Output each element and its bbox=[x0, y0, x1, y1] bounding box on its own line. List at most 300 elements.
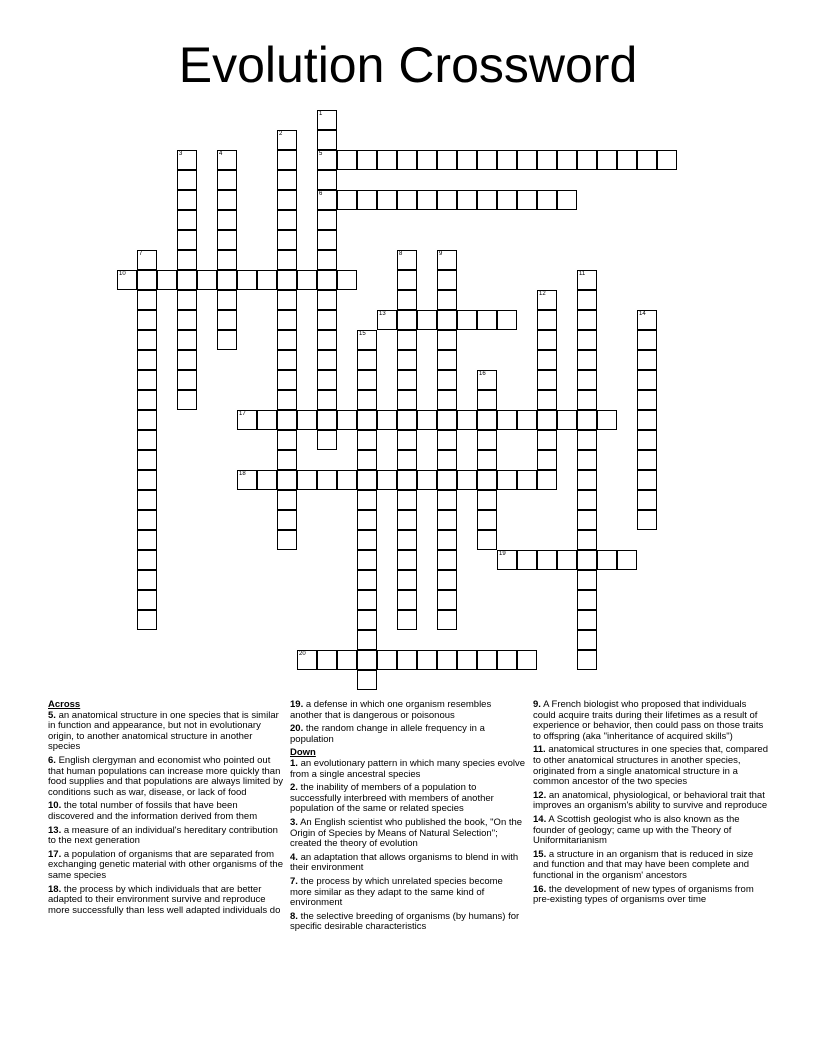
grid-cell[interactable] bbox=[537, 150, 557, 170]
grid-cell[interactable] bbox=[357, 350, 377, 370]
grid-cell[interactable] bbox=[437, 450, 457, 470]
grid-cell[interactable] bbox=[457, 190, 477, 210]
clue-down-11: 11. anatomical structures in one species that, compared to other anatomical structures in another species, originated from a single anatomical structure in a common ancestor of the two species bbox=[533, 744, 768, 788]
grid-cell[interactable] bbox=[297, 410, 317, 430]
grid-cell[interactable] bbox=[317, 350, 337, 370]
grid-cell[interactable] bbox=[637, 490, 657, 510]
grid-cell[interactable] bbox=[177, 330, 197, 350]
grid-cell[interactable] bbox=[357, 410, 377, 430]
grid-cell[interactable] bbox=[457, 650, 477, 670]
grid-cell[interactable] bbox=[497, 470, 517, 490]
grid-cell[interactable] bbox=[397, 550, 417, 570]
clue-down-14: 14. A Scottish geologist who is also known as the founder of geology; came up with the Theory of Uniformitarianism bbox=[533, 813, 740, 847]
grid-cell[interactable] bbox=[317, 150, 337, 170]
grid-cell[interactable] bbox=[637, 390, 657, 410]
grid-cell[interactable] bbox=[517, 550, 537, 570]
grid-cell[interactable] bbox=[377, 470, 397, 490]
grid-cell[interactable] bbox=[397, 650, 417, 670]
grid-cell[interactable] bbox=[357, 510, 377, 530]
grid-cell[interactable] bbox=[437, 430, 457, 450]
grid-cell[interactable] bbox=[317, 370, 337, 390]
grid-cell[interactable] bbox=[357, 650, 377, 670]
grid-cell-number: 5 bbox=[319, 151, 323, 157]
clues-column-2 bbox=[290, 700, 526, 936]
grid-cell[interactable] bbox=[397, 530, 417, 550]
grid-cell[interactable] bbox=[597, 550, 617, 570]
grid-cell[interactable] bbox=[297, 650, 317, 670]
grid-cell[interactable] bbox=[337, 410, 357, 430]
grid-cell[interactable] bbox=[277, 410, 297, 430]
grid-cell[interactable] bbox=[337, 470, 357, 490]
grid-cell[interactable] bbox=[277, 430, 297, 450]
across-heading: Across bbox=[48, 699, 81, 710]
grid-cell[interactable] bbox=[397, 250, 417, 270]
grid-cell[interactable] bbox=[217, 250, 237, 270]
grid-cell[interactable] bbox=[537, 190, 557, 210]
grid-cell[interactable] bbox=[137, 450, 157, 470]
grid-cell[interactable] bbox=[357, 490, 377, 510]
grid-cell[interactable] bbox=[617, 150, 637, 170]
grid-cell[interactable] bbox=[597, 410, 617, 430]
grid-cell[interactable] bbox=[477, 370, 497, 390]
grid-cell[interactable] bbox=[497, 410, 517, 430]
grid-cell[interactable] bbox=[277, 290, 297, 310]
grid-cell[interactable] bbox=[277, 130, 297, 150]
grid-cell[interactable] bbox=[437, 270, 457, 290]
grid-cell[interactable] bbox=[277, 270, 297, 290]
grid-cell[interactable] bbox=[577, 290, 597, 310]
grid-cell[interactable] bbox=[317, 130, 337, 150]
grid-cell[interactable] bbox=[437, 490, 457, 510]
grid-cell[interactable] bbox=[317, 470, 337, 490]
grid-cell[interactable] bbox=[137, 550, 157, 570]
grid-cell[interactable] bbox=[357, 150, 377, 170]
grid-cell[interactable] bbox=[137, 530, 157, 550]
grid-cell[interactable] bbox=[577, 370, 597, 390]
grid-cell[interactable] bbox=[397, 430, 417, 450]
grid-cell[interactable] bbox=[397, 390, 417, 410]
grid-cell[interactable] bbox=[317, 110, 337, 130]
grid-cell[interactable] bbox=[317, 210, 337, 230]
grid-cell[interactable] bbox=[637, 470, 657, 490]
grid-cell[interactable] bbox=[557, 190, 577, 210]
grid-cell[interactable] bbox=[577, 490, 597, 510]
grid-cell[interactable] bbox=[217, 330, 237, 350]
grid-cell[interactable] bbox=[557, 410, 577, 430]
grid-cell[interactable] bbox=[577, 470, 597, 490]
grid-cell[interactable] bbox=[397, 290, 417, 310]
grid-cell[interactable] bbox=[577, 630, 597, 650]
grid-cell[interactable] bbox=[497, 150, 517, 170]
clue-across-18: 18. the process by which individuals that are better adapted to their environment survive and reproduce more successfully than less well adapted individuals do bbox=[48, 883, 281, 916]
clue-across-6: 6. English clergyman and economist who pointed out that human populations can increase more quickly than food supplies and that populations are always limited by conditions such as war, disease, or lack of food bbox=[48, 754, 284, 798]
grid-cell[interactable] bbox=[637, 350, 657, 370]
grid-cell-number: 8 bbox=[399, 251, 403, 257]
grid-cell[interactable] bbox=[377, 310, 397, 330]
down-heading: Down bbox=[290, 747, 316, 759]
grid-cell[interactable] bbox=[397, 570, 417, 590]
grid-cell[interactable] bbox=[477, 650, 497, 670]
grid-cell[interactable] bbox=[137, 590, 157, 610]
grid-cell[interactable] bbox=[177, 150, 197, 170]
grid-cell[interactable] bbox=[277, 310, 297, 330]
grid-cell[interactable] bbox=[437, 310, 457, 330]
grid-cell[interactable] bbox=[477, 150, 497, 170]
grid-cell[interactable] bbox=[317, 310, 337, 330]
grid-cell[interactable] bbox=[517, 150, 537, 170]
grid-cell[interactable] bbox=[357, 550, 377, 570]
grid-cell-number: 19 bbox=[499, 551, 506, 557]
grid-cell[interactable] bbox=[577, 330, 597, 350]
grid-cell[interactable] bbox=[537, 550, 557, 570]
grid-cell[interactable] bbox=[137, 390, 157, 410]
grid-cell[interactable] bbox=[277, 230, 297, 250]
grid-cell[interactable] bbox=[397, 450, 417, 470]
grid-cell[interactable] bbox=[277, 150, 297, 170]
grid-cell[interactable] bbox=[297, 270, 317, 290]
grid-cell[interactable] bbox=[277, 530, 297, 550]
clue-down-9: 9. A French biologist who proposed that individuals could acquire traits during their lifetimes as a result of experience or behavior, then could pass on those traits to offspring (aka "inheritance of acquired skills") bbox=[533, 699, 764, 742]
grid-cell[interactable] bbox=[357, 390, 377, 410]
grid-cell[interactable] bbox=[317, 410, 337, 430]
grid-cell[interactable] bbox=[277, 330, 297, 350]
grid-cell[interactable] bbox=[137, 410, 157, 430]
grid-cell[interactable] bbox=[537, 470, 557, 490]
grid-cell[interactable] bbox=[437, 510, 457, 530]
grid-cell[interactable] bbox=[137, 510, 157, 530]
grid-cell[interactable] bbox=[157, 270, 177, 290]
grid-cell-number: 4 bbox=[219, 151, 223, 157]
grid-cell[interactable] bbox=[117, 270, 137, 290]
grid-cell-number: 2 bbox=[279, 131, 283, 137]
clue-down-8: 8. the selective breeding of organisms (by humans) for specific desirable characteristics bbox=[290, 910, 520, 933]
grid-cell[interactable] bbox=[537, 390, 557, 410]
grid-cell[interactable] bbox=[437, 150, 457, 170]
grid-cell[interactable] bbox=[577, 310, 597, 330]
grid-cell[interactable] bbox=[277, 210, 297, 230]
clue-across-10: 10. the total number of fossils that have been discovered and the information derived from them bbox=[48, 800, 258, 822]
grid-cell[interactable] bbox=[577, 530, 597, 550]
grid-cell[interactable] bbox=[257, 270, 277, 290]
grid-cell[interactable] bbox=[577, 450, 597, 470]
grid-cell[interactable] bbox=[437, 370, 457, 390]
grid-cell[interactable] bbox=[577, 430, 597, 450]
grid-cell[interactable] bbox=[437, 410, 457, 430]
page-title: Evolution Crossword bbox=[178, 37, 638, 93]
grid-cell[interactable] bbox=[277, 510, 297, 530]
grid-cell[interactable] bbox=[217, 170, 237, 190]
grid-cell[interactable] bbox=[577, 390, 597, 410]
grid-cell[interactable] bbox=[417, 310, 437, 330]
grid-cell[interactable] bbox=[357, 530, 377, 550]
grid-cell[interactable] bbox=[217, 210, 237, 230]
grid-cell[interactable] bbox=[357, 630, 377, 650]
grid-cell[interactable] bbox=[477, 490, 497, 510]
grid-cell-number: 14 bbox=[639, 311, 646, 317]
grid-cell[interactable] bbox=[277, 390, 297, 410]
grid-cell[interactable] bbox=[577, 570, 597, 590]
grid-cell[interactable] bbox=[177, 250, 197, 270]
grid-cell[interactable] bbox=[237, 410, 257, 430]
grid-cell[interactable] bbox=[237, 270, 257, 290]
grid-cell[interactable] bbox=[437, 250, 457, 270]
grid-cell[interactable] bbox=[357, 590, 377, 610]
grid-cell[interactable] bbox=[277, 370, 297, 390]
grid-cell[interactable] bbox=[137, 490, 157, 510]
grid-cell[interactable] bbox=[237, 470, 257, 490]
grid-cell[interactable] bbox=[357, 670, 377, 690]
grid-cell[interactable] bbox=[217, 270, 237, 290]
grid-cell[interactable] bbox=[417, 150, 437, 170]
grid-cell[interactable] bbox=[497, 550, 517, 570]
grid-cell[interactable] bbox=[417, 650, 437, 670]
clue-across-20: 20. the random change in allele frequency in a population bbox=[290, 723, 485, 745]
grid-cell[interactable] bbox=[357, 450, 377, 470]
grid-cell[interactable] bbox=[437, 590, 457, 610]
grid-cell[interactable] bbox=[317, 230, 337, 250]
grid-cell[interactable] bbox=[517, 190, 537, 210]
grid-cell[interactable] bbox=[317, 330, 337, 350]
grid-cell[interactable] bbox=[317, 190, 337, 210]
grid-cell[interactable] bbox=[517, 410, 537, 430]
grid-cell[interactable] bbox=[537, 330, 557, 350]
clue-across-13: 13. a measure of an individual's hereditary contribution to the next generation bbox=[48, 824, 278, 847]
grid-cell[interactable] bbox=[557, 550, 577, 570]
grid-cell[interactable] bbox=[457, 410, 477, 430]
grid-cell[interactable] bbox=[637, 150, 657, 170]
grid-cell[interactable] bbox=[437, 470, 457, 490]
grid-cell[interactable] bbox=[437, 290, 457, 310]
grid-cell[interactable] bbox=[177, 290, 197, 310]
grid-cell[interactable] bbox=[177, 310, 197, 330]
grid-cell[interactable] bbox=[137, 370, 157, 390]
grid-cell[interactable] bbox=[457, 310, 477, 330]
grid-cell[interactable] bbox=[437, 190, 457, 210]
grid-cell[interactable] bbox=[217, 230, 237, 250]
grid-cell[interactable] bbox=[137, 470, 157, 490]
grid-cell[interactable] bbox=[377, 650, 397, 670]
grid-cell[interactable] bbox=[477, 430, 497, 450]
grid-cell[interactable] bbox=[377, 410, 397, 430]
grid-cell[interactable] bbox=[517, 650, 537, 670]
grid-cell[interactable] bbox=[357, 610, 377, 630]
grid-cell[interactable] bbox=[497, 650, 517, 670]
grid-cell[interactable] bbox=[217, 190, 237, 210]
grid-cell-number: 16 bbox=[479, 371, 486, 377]
grid-cell[interactable] bbox=[477, 530, 497, 550]
grid-cell[interactable] bbox=[257, 470, 277, 490]
grid-cell[interactable] bbox=[397, 350, 417, 370]
grid-cell[interactable] bbox=[357, 430, 377, 450]
grid-cell[interactable] bbox=[437, 570, 457, 590]
grid-cell[interactable] bbox=[317, 390, 337, 410]
grid-cell[interactable] bbox=[397, 330, 417, 350]
grid-cell[interactable] bbox=[577, 650, 597, 670]
grid-cell[interactable] bbox=[357, 190, 377, 210]
grid-cell[interactable] bbox=[137, 350, 157, 370]
grid-cell[interactable] bbox=[397, 610, 417, 630]
grid-cell[interactable] bbox=[277, 350, 297, 370]
grid-cell[interactable] bbox=[417, 190, 437, 210]
clue-across-19: 19. a defense in which one organism resembles another that is dangerous or poisonous bbox=[290, 699, 492, 721]
grid-cell[interactable] bbox=[437, 350, 457, 370]
grid-cell[interactable] bbox=[637, 510, 657, 530]
grid-cell[interactable] bbox=[317, 270, 337, 290]
grid-cell[interactable] bbox=[277, 250, 297, 270]
grid-cell[interactable] bbox=[637, 410, 657, 430]
grid-cell[interactable] bbox=[357, 570, 377, 590]
grid-cell[interactable] bbox=[197, 270, 217, 290]
grid-cell[interactable] bbox=[417, 470, 437, 490]
grid-cell[interactable] bbox=[637, 370, 657, 390]
grid-cell[interactable] bbox=[537, 310, 557, 330]
grid-cell[interactable] bbox=[397, 590, 417, 610]
grid-cell[interactable] bbox=[417, 410, 437, 430]
grid-cell[interactable] bbox=[377, 190, 397, 210]
grid-cell[interactable] bbox=[397, 150, 417, 170]
grid-cell[interactable] bbox=[577, 610, 597, 630]
grid-cell-number: 13 bbox=[379, 311, 386, 317]
grid-cell[interactable] bbox=[537, 410, 557, 430]
grid-cell[interactable] bbox=[317, 170, 337, 190]
grid-cell[interactable] bbox=[137, 250, 157, 270]
grid-cell[interactable] bbox=[637, 330, 657, 350]
grid-cell[interactable] bbox=[537, 430, 557, 450]
grid-cell[interactable] bbox=[357, 370, 377, 390]
grid-cell[interactable] bbox=[477, 190, 497, 210]
grid-cell[interactable] bbox=[177, 190, 197, 210]
grid-cell[interactable] bbox=[457, 470, 477, 490]
grid-cell-number: 1 bbox=[319, 111, 323, 117]
grid-cell[interactable] bbox=[637, 450, 657, 470]
grid-cell[interactable] bbox=[177, 170, 197, 190]
grid-cell[interactable] bbox=[377, 150, 397, 170]
grid-cell[interactable] bbox=[257, 410, 277, 430]
clue-across-5: 5. an anatomical structure in one species that is similar in function and appearance, but not in evolutionary origin, to another anatomical structure in another species bbox=[48, 709, 279, 753]
grid-cell[interactable] bbox=[397, 370, 417, 390]
grid-cell[interactable] bbox=[317, 430, 337, 450]
grid-cell[interactable] bbox=[317, 290, 337, 310]
grid-cell[interactable] bbox=[497, 310, 517, 330]
grid-cell[interactable] bbox=[577, 550, 597, 570]
grid-cell[interactable] bbox=[177, 270, 197, 290]
grid-cell[interactable] bbox=[397, 490, 417, 510]
grid-cell[interactable] bbox=[577, 270, 597, 290]
grid-cell[interactable] bbox=[397, 470, 417, 490]
grid-cell[interactable] bbox=[277, 450, 297, 470]
grid-cell[interactable] bbox=[357, 470, 377, 490]
clues-column-3 bbox=[533, 700, 769, 909]
grid-cell-number: 20 bbox=[299, 651, 306, 657]
grid-cell[interactable] bbox=[477, 410, 497, 430]
grid-cell[interactable] bbox=[457, 150, 477, 170]
grid-cell[interactable] bbox=[397, 510, 417, 530]
clues-column-1 bbox=[48, 700, 284, 919]
grid-cell[interactable] bbox=[437, 530, 457, 550]
grid-cell[interactable] bbox=[637, 310, 657, 330]
grid-cell[interactable] bbox=[557, 150, 577, 170]
grid-cell[interactable] bbox=[577, 410, 597, 430]
grid-cell[interactable] bbox=[277, 170, 297, 190]
grid-cell[interactable] bbox=[637, 430, 657, 450]
grid-cell[interactable] bbox=[537, 290, 557, 310]
clue-down-3: 3. An English scientist who published the book, "On the Origin of Species by Means of Natural Selection"; created the theory of evolution bbox=[290, 816, 523, 850]
grid-cell[interactable] bbox=[177, 210, 197, 230]
grid-cell[interactable] bbox=[137, 610, 157, 630]
grid-cell[interactable] bbox=[437, 330, 457, 350]
grid-cell[interactable] bbox=[577, 590, 597, 610]
grid-cell[interactable] bbox=[317, 250, 337, 270]
grid-cell[interactable] bbox=[477, 510, 497, 530]
grid-cell-number: 10 bbox=[119, 271, 126, 277]
grid-cell[interactable] bbox=[137, 270, 157, 290]
grid-cell[interactable] bbox=[337, 190, 357, 210]
grid-cell[interactable] bbox=[217, 150, 237, 170]
clue-down-16: 16. the development of new types of organisms from pre-existing types of organisms over time bbox=[533, 883, 754, 906]
grid-cell[interactable] bbox=[477, 450, 497, 470]
clue-down-15: 15. a structure in an organism that is reduced in size and function and that may have been complete and functional in the organism' ancestors bbox=[533, 848, 754, 881]
grid-cell[interactable] bbox=[277, 490, 297, 510]
grid-cell[interactable] bbox=[397, 270, 417, 290]
grid-cell[interactable] bbox=[657, 150, 677, 170]
grid-cell[interactable] bbox=[477, 310, 497, 330]
grid-cell[interactable] bbox=[137, 330, 157, 350]
grid-cell[interactable] bbox=[397, 410, 417, 430]
grid-cell[interactable] bbox=[337, 270, 357, 290]
grid-cell[interactable] bbox=[137, 290, 157, 310]
clue-down-4: 4. an adaptation that allows organisms to blend in with their environment bbox=[290, 851, 519, 874]
grid-cell[interactable] bbox=[177, 350, 197, 370]
grid-cell[interactable] bbox=[277, 190, 297, 210]
grid-cell[interactable] bbox=[337, 150, 357, 170]
grid-cell[interactable] bbox=[597, 150, 617, 170]
grid-cell[interactable] bbox=[137, 430, 157, 450]
grid-cell[interactable] bbox=[177, 390, 197, 410]
grid-cell[interactable] bbox=[497, 190, 517, 210]
grid-cell[interactable] bbox=[137, 310, 157, 330]
grid-cell[interactable] bbox=[437, 390, 457, 410]
grid-cell-number: 18 bbox=[239, 471, 246, 477]
grid-cell[interactable] bbox=[177, 370, 197, 390]
grid-cell[interactable] bbox=[137, 570, 157, 590]
grid-cell[interactable] bbox=[437, 550, 457, 570]
clue-across-17: 17. a population of organisms that are separated from exchanging genetic material with other organisms of the same species bbox=[48, 848, 283, 881]
grid-cell[interactable] bbox=[337, 650, 357, 670]
grid-cell[interactable] bbox=[217, 310, 237, 330]
grid-cell[interactable] bbox=[437, 610, 457, 630]
grid-cell[interactable] bbox=[577, 350, 597, 370]
grid-cell[interactable] bbox=[537, 370, 557, 390]
grid-cell[interactable] bbox=[177, 230, 197, 250]
grid-cell[interactable] bbox=[537, 450, 557, 470]
grid-cell[interactable] bbox=[577, 150, 597, 170]
grid-cell[interactable] bbox=[317, 650, 337, 670]
grid-cell[interactable] bbox=[477, 470, 497, 490]
grid-cell[interactable] bbox=[537, 350, 557, 370]
grid-cell[interactable] bbox=[477, 390, 497, 410]
grid-cell[interactable] bbox=[297, 470, 317, 490]
grid-cell[interactable] bbox=[577, 510, 597, 530]
grid-cell[interactable] bbox=[357, 330, 377, 350]
grid-cell[interactable] bbox=[397, 310, 417, 330]
grid-cell[interactable] bbox=[397, 190, 417, 210]
grid-cell[interactable] bbox=[517, 470, 537, 490]
grid-cell[interactable] bbox=[617, 550, 637, 570]
grid-cell[interactable] bbox=[437, 650, 457, 670]
grid-cell-number: 12 bbox=[539, 291, 546, 297]
grid-cell[interactable] bbox=[217, 290, 237, 310]
grid-cell[interactable] bbox=[277, 470, 297, 490]
